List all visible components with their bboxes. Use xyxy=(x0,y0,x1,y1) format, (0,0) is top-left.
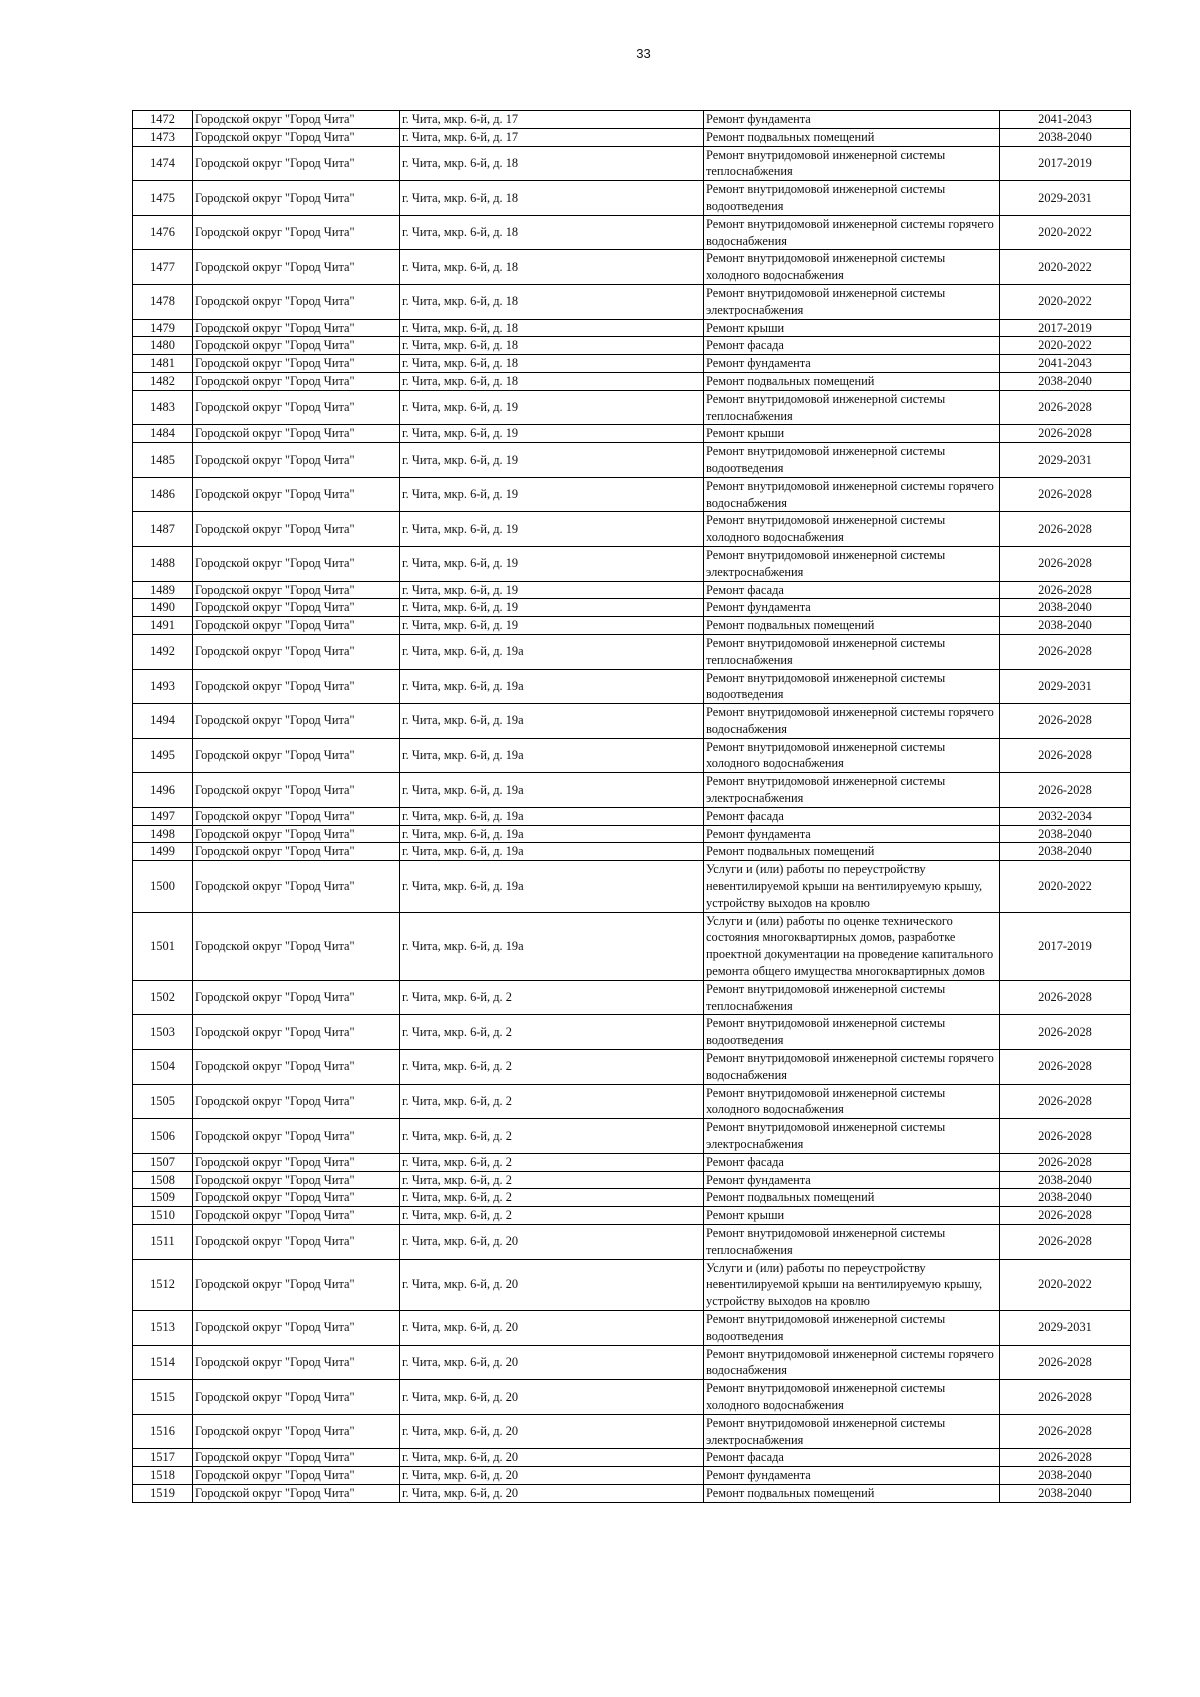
period-cell: 2026-2028 xyxy=(1000,1153,1131,1171)
address-cell: г. Чита, мкр. 6-й, д. 20 xyxy=(400,1449,704,1467)
table-row xyxy=(133,807,1131,825)
period-cell: 2038-2040 xyxy=(1000,372,1131,390)
address-cell: г. Чита, мкр. 6-й, д. 18 xyxy=(400,284,704,319)
row-number-cell: 1516 xyxy=(133,1414,193,1449)
municipality-cell: Городской округ "Город Чита" xyxy=(193,512,400,547)
work-type-cell: Ремонт внутридомовой инженерной системы горячего водоснабжения xyxy=(704,215,1000,250)
table-row xyxy=(133,181,1131,216)
row-number-cell: 1479 xyxy=(133,319,193,337)
row-number-cell: 1517 xyxy=(133,1449,193,1467)
municipality-cell: Городской округ "Город Чита" xyxy=(193,146,400,181)
municipality-cell: Городской округ "Город Чита" xyxy=(193,181,400,216)
row-number-cell: 1474 xyxy=(133,146,193,181)
municipality-cell: Городской округ "Город Чита" xyxy=(193,1015,400,1050)
work-type-cell: Ремонт внутридомовой инженерной системы теплоснабжения xyxy=(704,980,1000,1015)
work-type-cell: Ремонт внутридомовой инженерной системы электроснабжения xyxy=(704,1119,1000,1154)
work-type-cell: Ремонт внутридомовой инженерной системы холодного водоснабжения xyxy=(704,250,1000,285)
work-type-cell: Ремонт внутридомовой инженерной системы электроснабжения xyxy=(704,546,1000,581)
municipality-cell: Городской округ "Город Чита" xyxy=(193,355,400,373)
work-type-cell: Ремонт внутридомовой инженерной системы горячего водоснабжения xyxy=(704,1050,1000,1085)
table-row xyxy=(133,738,1131,773)
work-type-cell: Ремонт внутридомовой инженерной системы водоотведения xyxy=(704,1310,1000,1345)
period-cell: 2026-2028 xyxy=(1000,512,1131,547)
period-cell: 2041-2043 xyxy=(1000,111,1131,129)
row-number-cell: 1483 xyxy=(133,390,193,425)
table-row xyxy=(133,1225,1131,1260)
address-cell: г. Чита, мкр. 6-й, д. 2 xyxy=(400,1207,704,1225)
address-cell: г. Чита, мкр. 6-й, д. 20 xyxy=(400,1467,704,1485)
address-cell: г. Чита, мкр. 6-й, д. 17 xyxy=(400,111,704,129)
period-cell: 2029-2031 xyxy=(1000,181,1131,216)
work-type-cell: Ремонт внутридомовой инженерной системы горячего водоснабжения xyxy=(704,704,1000,739)
work-type-cell: Ремонт подвальных помещений xyxy=(704,1484,1000,1502)
table-row xyxy=(133,617,1131,635)
work-type-cell: Ремонт подвальных помещений xyxy=(704,617,1000,635)
municipality-cell: Городской округ "Город Чита" xyxy=(193,1414,400,1449)
row-number-cell: 1503 xyxy=(133,1015,193,1050)
row-number-cell: 1478 xyxy=(133,284,193,319)
municipality-cell: Городской округ "Город Чита" xyxy=(193,1345,400,1380)
period-cell: 2026-2028 xyxy=(1000,1207,1131,1225)
table-row xyxy=(133,355,1131,373)
row-number-cell: 1487 xyxy=(133,512,193,547)
table-row xyxy=(133,1380,1131,1415)
table-row xyxy=(133,512,1131,547)
table-row xyxy=(133,284,1131,319)
row-number-cell: 1519 xyxy=(133,1484,193,1502)
row-number-cell: 1499 xyxy=(133,843,193,861)
work-type-cell: Услуги и (или) работы по переустройству невентилируемой крыши на вентилируемую крышу, устройству выходов на кровлю xyxy=(704,1259,1000,1310)
address-cell: г. Чита, мкр. 6-й, д. 20 xyxy=(400,1345,704,1380)
row-number-cell: 1488 xyxy=(133,546,193,581)
address-cell: г. Чита, мкр. 6-й, д. 18 xyxy=(400,337,704,355)
address-cell: г. Чита, мкр. 6-й, д. 18 xyxy=(400,319,704,337)
table-row xyxy=(133,1467,1131,1485)
table-row xyxy=(133,861,1131,912)
row-number-cell: 1481 xyxy=(133,355,193,373)
work-type-cell: Ремонт внутридомовой инженерной системы водоотведения xyxy=(704,181,1000,216)
period-cell: 2038-2040 xyxy=(1000,128,1131,146)
municipality-cell: Городской округ "Город Чита" xyxy=(193,443,400,478)
address-cell: г. Чита, мкр. 6-й, д. 19 xyxy=(400,390,704,425)
municipality-cell: Городской округ "Город Чита" xyxy=(193,337,400,355)
row-number-cell: 1507 xyxy=(133,1153,193,1171)
address-cell: г. Чита, мкр. 6-й, д. 19а xyxy=(400,807,704,825)
work-type-cell: Ремонт внутридомовой инженерной системы горячего водоснабжения xyxy=(704,1345,1000,1380)
row-number-cell: 1491 xyxy=(133,617,193,635)
work-type-cell: Ремонт внутридомовой инженерной системы электроснабжения xyxy=(704,284,1000,319)
table-row xyxy=(133,1119,1131,1154)
table-row xyxy=(133,1310,1131,1345)
work-type-cell: Ремонт фасада xyxy=(704,581,1000,599)
address-cell: г. Чита, мкр. 6-й, д. 19 xyxy=(400,425,704,443)
municipality-cell: Городской округ "Город Чита" xyxy=(193,390,400,425)
municipality-cell: Городской округ "Город Чита" xyxy=(193,773,400,808)
period-cell: 2038-2040 xyxy=(1000,599,1131,617)
period-cell: 2026-2028 xyxy=(1000,773,1131,808)
municipality-cell: Городской округ "Город Чита" xyxy=(193,1119,400,1154)
address-cell: г. Чита, мкр. 6-й, д. 20 xyxy=(400,1225,704,1260)
address-cell: г. Чита, мкр. 6-й, д. 19 xyxy=(400,443,704,478)
municipality-cell: Городской округ "Город Чита" xyxy=(193,1380,400,1415)
municipality-cell: Городской округ "Город Чита" xyxy=(193,1484,400,1502)
page-number: 33 xyxy=(636,46,651,61)
table-row xyxy=(133,425,1131,443)
work-type-cell: Ремонт внутридомовой инженерной системы горячего водоснабжения xyxy=(704,477,1000,512)
table-row xyxy=(133,390,1131,425)
municipality-cell: Городской округ "Город Чита" xyxy=(193,704,400,739)
row-number-cell: 1502 xyxy=(133,980,193,1015)
period-cell: 2041-2043 xyxy=(1000,355,1131,373)
work-type-cell: Ремонт внутридомовой инженерной системы холодного водоснабжения xyxy=(704,738,1000,773)
table-row xyxy=(133,319,1131,337)
period-cell: 2038-2040 xyxy=(1000,1484,1131,1502)
work-type-cell: Ремонт внутридомовой инженерной системы водоотведения xyxy=(704,443,1000,478)
table-row xyxy=(133,581,1131,599)
address-cell: г. Чита, мкр. 6-й, д. 19а xyxy=(400,669,704,704)
row-number-cell: 1477 xyxy=(133,250,193,285)
row-number-cell: 1498 xyxy=(133,825,193,843)
work-type-cell: Ремонт внутридомовой инженерной системы электроснабжения xyxy=(704,1414,1000,1449)
address-cell: г. Чита, мкр. 6-й, д. 18 xyxy=(400,146,704,181)
address-cell: г. Чита, мкр. 6-й, д. 2 xyxy=(400,1015,704,1050)
work-type-cell: Ремонт фундамента xyxy=(704,111,1000,129)
row-number-cell: 1480 xyxy=(133,337,193,355)
table-row xyxy=(133,1171,1131,1189)
row-number-cell: 1511 xyxy=(133,1225,193,1260)
table-row xyxy=(133,477,1131,512)
table-row xyxy=(133,1207,1131,1225)
work-type-cell: Ремонт подвальных помещений xyxy=(704,843,1000,861)
address-cell: г. Чита, мкр. 6-й, д. 20 xyxy=(400,1259,704,1310)
municipality-cell: Городской округ "Город Чита" xyxy=(193,1189,400,1207)
period-cell: 2038-2040 xyxy=(1000,1189,1131,1207)
work-type-cell: Ремонт подвальных помещений xyxy=(704,1189,1000,1207)
row-number-cell: 1501 xyxy=(133,912,193,980)
table-row xyxy=(133,1345,1131,1380)
table-row xyxy=(133,773,1131,808)
table-row xyxy=(133,1484,1131,1502)
work-type-cell: Ремонт подвальных помещений xyxy=(704,128,1000,146)
address-cell: г. Чита, мкр. 6-й, д. 19а xyxy=(400,843,704,861)
municipality-cell: Городской округ "Город Чита" xyxy=(193,738,400,773)
address-cell: г. Чита, мкр. 6-й, д. 19 xyxy=(400,477,704,512)
municipality-cell: Городской округ "Город Чита" xyxy=(193,599,400,617)
period-cell: 2017-2019 xyxy=(1000,319,1131,337)
period-cell: 2026-2028 xyxy=(1000,1380,1131,1415)
table-row xyxy=(133,825,1131,843)
address-cell: г. Чита, мкр. 6-й, д. 19а xyxy=(400,825,704,843)
period-cell: 2026-2028 xyxy=(1000,1225,1131,1260)
municipality-cell: Городской округ "Город Чита" xyxy=(193,128,400,146)
row-number-cell: 1504 xyxy=(133,1050,193,1085)
row-number-cell: 1505 xyxy=(133,1084,193,1119)
work-type-cell: Ремонт крыши xyxy=(704,425,1000,443)
row-number-cell: 1510 xyxy=(133,1207,193,1225)
row-number-cell: 1506 xyxy=(133,1119,193,1154)
address-cell: г. Чита, мкр. 6-й, д. 20 xyxy=(400,1310,704,1345)
row-number-cell: 1472 xyxy=(133,111,193,129)
row-number-cell: 1497 xyxy=(133,807,193,825)
address-cell: г. Чита, мкр. 6-й, д. 18 xyxy=(400,250,704,285)
address-cell: г. Чита, мкр. 6-й, д. 19а xyxy=(400,773,704,808)
municipality-cell: Городской округ "Город Чита" xyxy=(193,861,400,912)
table-row xyxy=(133,1015,1131,1050)
work-type-cell: Ремонт внутридомовой инженерной системы холодного водоснабжения xyxy=(704,1084,1000,1119)
row-number-cell: 1486 xyxy=(133,477,193,512)
work-type-cell: Ремонт внутридомовой инженерной системы теплоснабжения xyxy=(704,146,1000,181)
row-number-cell: 1509 xyxy=(133,1189,193,1207)
table-row xyxy=(133,1084,1131,1119)
period-cell: 2026-2028 xyxy=(1000,390,1131,425)
municipality-cell: Городской округ "Город Чита" xyxy=(193,1225,400,1260)
row-number-cell: 1473 xyxy=(133,128,193,146)
work-type-cell: Ремонт фасада xyxy=(704,807,1000,825)
row-number-cell: 1492 xyxy=(133,634,193,669)
period-cell: 2020-2022 xyxy=(1000,250,1131,285)
table-row xyxy=(133,337,1131,355)
table-row xyxy=(133,1414,1131,1449)
row-number-cell: 1513 xyxy=(133,1310,193,1345)
work-type-cell: Ремонт крыши xyxy=(704,319,1000,337)
period-cell: 2032-2034 xyxy=(1000,807,1131,825)
period-cell: 2038-2040 xyxy=(1000,617,1131,635)
municipality-cell: Городской округ "Город Чита" xyxy=(193,634,400,669)
address-cell: г. Чита, мкр. 6-й, д. 19 xyxy=(400,512,704,547)
table-row xyxy=(133,1449,1131,1467)
period-cell: 2038-2040 xyxy=(1000,1467,1131,1485)
period-cell: 2026-2028 xyxy=(1000,1050,1131,1085)
municipality-cell: Городской округ "Город Чита" xyxy=(193,1259,400,1310)
period-cell: 2026-2028 xyxy=(1000,1084,1131,1119)
period-cell: 2020-2022 xyxy=(1000,1259,1131,1310)
period-cell: 2020-2022 xyxy=(1000,284,1131,319)
address-cell: г. Чита, мкр. 6-й, д. 19 xyxy=(400,617,704,635)
work-type-cell: Ремонт внутридомовой инженерной системы теплоснабжения xyxy=(704,1225,1000,1260)
municipality-cell: Городской округ "Город Чита" xyxy=(193,215,400,250)
row-number-cell: 1496 xyxy=(133,773,193,808)
period-cell: 2038-2040 xyxy=(1000,843,1131,861)
address-cell: г. Чита, мкр. 6-й, д. 2 xyxy=(400,1153,704,1171)
work-type-cell: Услуги и (или) работы по переустройству невентилируемой крыши на вентилируемую крышу, устройству выходов на кровлю xyxy=(704,861,1000,912)
address-cell: г. Чита, мкр. 6-й, д. 19 xyxy=(400,599,704,617)
municipality-cell: Городской округ "Город Чита" xyxy=(193,825,400,843)
address-cell: г. Чита, мкр. 6-й, д. 20 xyxy=(400,1414,704,1449)
address-cell: г. Чита, мкр. 6-й, д. 18 xyxy=(400,355,704,373)
address-cell: г. Чита, мкр. 6-й, д. 20 xyxy=(400,1380,704,1415)
table-row xyxy=(133,128,1131,146)
period-cell: 2020-2022 xyxy=(1000,861,1131,912)
address-cell: г. Чита, мкр. 6-й, д. 18 xyxy=(400,372,704,390)
work-type-cell: Ремонт фундамента xyxy=(704,355,1000,373)
row-number-cell: 1494 xyxy=(133,704,193,739)
work-type-cell: Ремонт фасада xyxy=(704,337,1000,355)
period-cell: 2026-2028 xyxy=(1000,738,1131,773)
row-number-cell: 1485 xyxy=(133,443,193,478)
address-cell: г. Чита, мкр. 6-й, д. 19а xyxy=(400,912,704,980)
work-type-cell: Ремонт фундамента xyxy=(704,1467,1000,1485)
address-cell: г. Чита, мкр. 6-й, д. 19 xyxy=(400,546,704,581)
table-row xyxy=(133,704,1131,739)
row-number-cell: 1500 xyxy=(133,861,193,912)
address-cell: г. Чита, мкр. 6-й, д. 18 xyxy=(400,215,704,250)
table-body xyxy=(133,111,1131,1503)
work-type-cell: Ремонт фундамента xyxy=(704,1171,1000,1189)
period-cell: 2026-2028 xyxy=(1000,704,1131,739)
period-cell: 2026-2028 xyxy=(1000,980,1131,1015)
capital-repair-table xyxy=(132,110,1131,1503)
row-number-cell: 1490 xyxy=(133,599,193,617)
work-type-cell: Ремонт фундамента xyxy=(704,825,1000,843)
row-number-cell: 1512 xyxy=(133,1259,193,1310)
address-cell: г. Чита, мкр. 6-й, д. 17 xyxy=(400,128,704,146)
period-cell: 2020-2022 xyxy=(1000,215,1131,250)
table-row xyxy=(133,372,1131,390)
address-cell: г. Чита, мкр. 6-й, д. 19а xyxy=(400,634,704,669)
table-row xyxy=(133,250,1131,285)
period-cell: 2026-2028 xyxy=(1000,425,1131,443)
work-type-cell: Ремонт внутридомовой инженерной системы водоотведения xyxy=(704,669,1000,704)
table-row xyxy=(133,599,1131,617)
work-type-cell: Ремонт фасада xyxy=(704,1449,1000,1467)
municipality-cell: Городской округ "Город Чита" xyxy=(193,1153,400,1171)
period-cell: 2026-2028 xyxy=(1000,581,1131,599)
municipality-cell: Городской округ "Город Чита" xyxy=(193,372,400,390)
municipality-cell: Городской округ "Город Чита" xyxy=(193,1467,400,1485)
period-cell: 2029-2031 xyxy=(1000,669,1131,704)
municipality-cell: Городской округ "Город Чита" xyxy=(193,1310,400,1345)
address-cell: г. Чита, мкр. 6-й, д. 2 xyxy=(400,1050,704,1085)
period-cell: 2017-2019 xyxy=(1000,146,1131,181)
row-number-cell: 1493 xyxy=(133,669,193,704)
address-cell: г. Чита, мкр. 6-й, д. 19а xyxy=(400,704,704,739)
municipality-cell: Городской округ "Город Чита" xyxy=(193,477,400,512)
period-cell: 2026-2028 xyxy=(1000,546,1131,581)
address-cell: г. Чита, мкр. 6-й, д. 18 xyxy=(400,181,704,216)
address-cell: г. Чита, мкр. 6-й, д. 2 xyxy=(400,1171,704,1189)
municipality-cell: Городской округ "Город Чита" xyxy=(193,1050,400,1085)
work-type-cell: Ремонт крыши xyxy=(704,1207,1000,1225)
municipality-cell: Городской округ "Город Чита" xyxy=(193,546,400,581)
row-number-cell: 1475 xyxy=(133,181,193,216)
address-cell: г. Чита, мкр. 6-й, д. 2 xyxy=(400,980,704,1015)
period-cell: 2020-2022 xyxy=(1000,337,1131,355)
address-cell: г. Чита, мкр. 6-й, д. 19а xyxy=(400,738,704,773)
work-type-cell: Ремонт фундамента xyxy=(704,599,1000,617)
table-row xyxy=(133,1153,1131,1171)
table-row xyxy=(133,111,1131,129)
municipality-cell: Городской округ "Город Чита" xyxy=(193,1207,400,1225)
row-number-cell: 1514 xyxy=(133,1345,193,1380)
work-type-cell: Ремонт внутридомовой инженерной системы холодного водоснабжения xyxy=(704,1380,1000,1415)
row-number-cell: 1482 xyxy=(133,372,193,390)
address-cell: г. Чита, мкр. 6-й, д. 19а xyxy=(400,861,704,912)
period-cell: 2026-2028 xyxy=(1000,1345,1131,1380)
municipality-cell: Городской округ "Город Чита" xyxy=(193,111,400,129)
address-cell: г. Чита, мкр. 6-й, д. 2 xyxy=(400,1119,704,1154)
table-row xyxy=(133,912,1131,980)
table-row xyxy=(133,146,1131,181)
table-row xyxy=(133,546,1131,581)
row-number-cell: 1515 xyxy=(133,1380,193,1415)
municipality-cell: Городской округ "Город Чита" xyxy=(193,807,400,825)
period-cell: 2029-2031 xyxy=(1000,1310,1131,1345)
table-row xyxy=(133,1050,1131,1085)
municipality-cell: Городской округ "Город Чита" xyxy=(193,284,400,319)
period-cell: 2026-2028 xyxy=(1000,477,1131,512)
period-cell: 2038-2040 xyxy=(1000,825,1131,843)
period-cell: 2017-2019 xyxy=(1000,912,1131,980)
table-row xyxy=(133,443,1131,478)
period-cell: 2038-2040 xyxy=(1000,1171,1131,1189)
address-cell: г. Чита, мкр. 6-й, д. 20 xyxy=(400,1484,704,1502)
table-row xyxy=(133,843,1131,861)
period-cell: 2029-2031 xyxy=(1000,443,1131,478)
row-number-cell: 1476 xyxy=(133,215,193,250)
row-number-cell: 1518 xyxy=(133,1467,193,1485)
period-cell: 2026-2028 xyxy=(1000,1119,1131,1154)
municipality-cell: Городской округ "Город Чита" xyxy=(193,912,400,980)
table-row xyxy=(133,215,1131,250)
municipality-cell: Городской округ "Город Чита" xyxy=(193,319,400,337)
municipality-cell: Городской округ "Город Чита" xyxy=(193,425,400,443)
table-row xyxy=(133,669,1131,704)
municipality-cell: Городской округ "Город Чита" xyxy=(193,250,400,285)
municipality-cell: Городской округ "Город Чита" xyxy=(193,617,400,635)
municipality-cell: Городской округ "Город Чита" xyxy=(193,1171,400,1189)
table-row xyxy=(133,1259,1131,1310)
row-number-cell: 1508 xyxy=(133,1171,193,1189)
address-cell: г. Чита, мкр. 6-й, д. 2 xyxy=(400,1084,704,1119)
municipality-cell: Городской округ "Город Чита" xyxy=(193,1449,400,1467)
work-type-cell: Ремонт внутридомовой инженерной системы водоотведения xyxy=(704,1015,1000,1050)
work-type-cell: Ремонт внутридомовой инженерной системы теплоснабжения xyxy=(704,634,1000,669)
period-cell: 2026-2028 xyxy=(1000,1015,1131,1050)
table-row xyxy=(133,634,1131,669)
row-number-cell: 1495 xyxy=(133,738,193,773)
table-row xyxy=(133,980,1131,1015)
municipality-cell: Городской округ "Город Чита" xyxy=(193,581,400,599)
work-type-cell: Ремонт подвальных помещений xyxy=(704,372,1000,390)
address-cell: г. Чита, мкр. 6-й, д. 2 xyxy=(400,1189,704,1207)
work-type-cell: Ремонт внутридомовой инженерной системы теплоснабжения xyxy=(704,390,1000,425)
row-number-cell: 1484 xyxy=(133,425,193,443)
period-cell: 2026-2028 xyxy=(1000,1414,1131,1449)
work-type-cell: Ремонт внутридомовой инженерной системы холодного водоснабжения xyxy=(704,512,1000,547)
work-type-cell: Услуги и (или) работы по оценке технического состояния многоквартирных домов, разработке проектной документации на проведение капитального ремонта общего имущества многоквартирных домов xyxy=(704,912,1000,980)
municipality-cell: Городской округ "Город Чита" xyxy=(193,1084,400,1119)
period-cell: 2026-2028 xyxy=(1000,1449,1131,1467)
period-cell: 2026-2028 xyxy=(1000,634,1131,669)
address-cell: г. Чита, мкр. 6-й, д. 19 xyxy=(400,581,704,599)
row-number-cell: 1489 xyxy=(133,581,193,599)
work-type-cell: Ремонт внутридомовой инженерной системы электроснабжения xyxy=(704,773,1000,808)
work-type-cell: Ремонт фасада xyxy=(704,1153,1000,1171)
municipality-cell: Городской округ "Город Чита" xyxy=(193,669,400,704)
municipality-cell: Городской округ "Город Чита" xyxy=(193,980,400,1015)
municipality-cell: Городской округ "Город Чита" xyxy=(193,843,400,861)
table-row xyxy=(133,1189,1131,1207)
